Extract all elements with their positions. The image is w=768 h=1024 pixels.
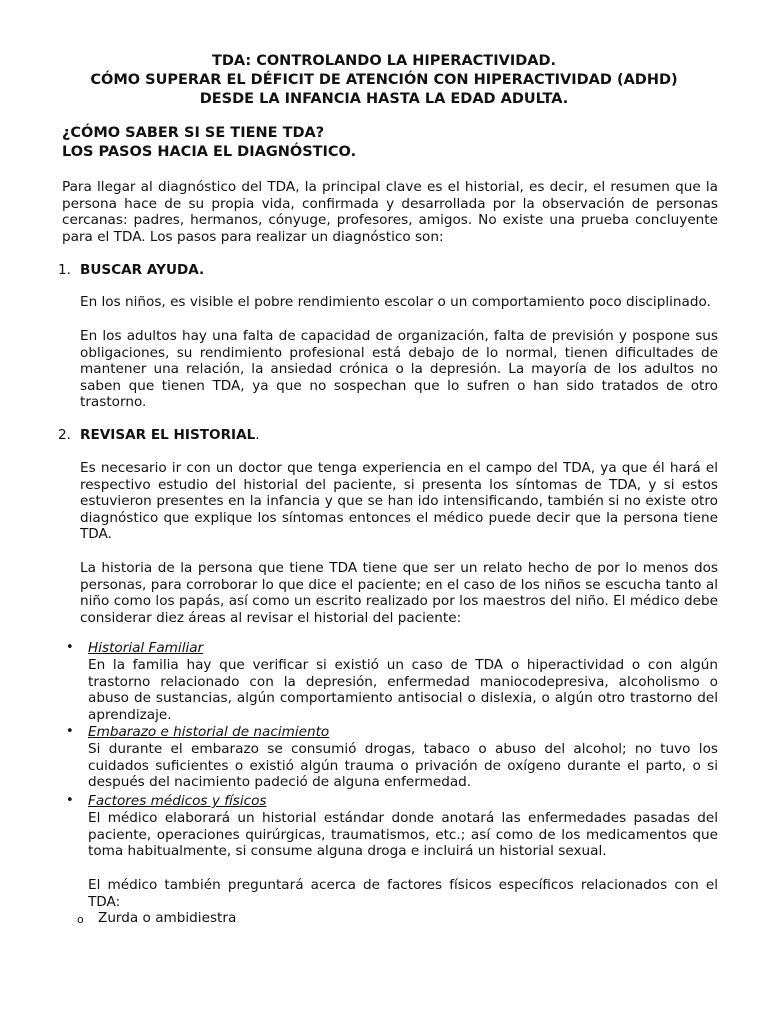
step-2-number: 2. [58, 427, 71, 443]
subtitle-line-1: ¿CÓMO SABER SI SE TIENE TDA? [62, 125, 325, 141]
title-line-1: TDA: CONTROLANDO LA HIPERACTIVIDAD. [211, 53, 557, 69]
document-title [0, 52, 768, 109]
subtitle-line-2: LOS PASOS HACIA EL DIAGNÓSTICO. [62, 144, 357, 160]
step-2-paragraph-1: Es necesario ir con un doctor que tenga experiencia en el campo del TDA, ya que él hará el respectivo estudio del historial del paciente, si presenta los síntomas de TDA, y si estos estuvieron presentes en la infancia y que se han ido intensificando, también si no existe otro diagnóstico que explique los síntomas entonces el médico puede decir que la persona tiene TDA. [80, 460, 718, 543]
step-1-heading-text: BUSCAR AYUDA. [80, 262, 205, 278]
bullet-1-symbol: • [66, 640, 74, 655]
bullet-3-text: El médico elaborará un historial estándar donde anotará las enfermedades pasadas del paciente, operaciones quirúrgicas, traumatismos, etc.; así como de los medicamentos que toma habitualmente, si consume alguna droga e incluirá un historial sexual. [88, 810, 718, 860]
bullet-1-label: Historial Familiar [88, 640, 204, 656]
bullet-2-text: Si durante el embarazo se consumió drogas, tabaco o abuso del alcohol; no tuvo los cuidados suficientes o existió algún trauma o privación de oxígeno durante el parto, o si después del nacimiento padeció de alguna enfermedad. [88, 741, 718, 791]
bullet-1-text: En la familia hay que verificar si existió un caso de TDA o hiperactividad o con algún trastorno relacionado con la depresión, enfermedad maniocodepresiva, alcoholismo o abuso de sustancias, algún comportamiento antisocial o dislexia, o algún otro trastorno del aprendizaje. [88, 657, 718, 723]
step-2-heading-text: REVISAR EL HISTORIAL [80, 427, 256, 443]
step-1-heading [80, 262, 204, 279]
step-1-number: 1. [58, 262, 71, 278]
step-2-heading [80, 427, 260, 444]
bullet-3-label: Factores médicos y físicos [88, 793, 267, 809]
step-1-paragraph-2: En los adultos hay una falta de capacidad de organización, falta de previsión y pospone sus obligaciones, su rendimiento profesional está debajo de lo normal, tienen dificultades de mantener una relación, la ansiedad crónica o la depresión. La mayoría de los adultos no saben que tienen TDA, ya que no sospechan que lo sufren o han sido tratados de otro trastorno. [80, 328, 718, 411]
intro-paragraph: Para llegar al diagnóstico del TDA, la principal clave es el historial, es decir, el resumen que la persona hace de su propia vida, confirmada y desarrollada por la observación de personas cercanas: padres, hermanos, cónyuge, profesores, amigos. No existe una prueba concluyente para el TDA. Los pasos para realizar un diagnóstico son: [62, 179, 718, 245]
bullet-3-symbol: • [66, 793, 74, 808]
bullet-3-text-2: El médico también preguntará acerca de factores físicos específicos relacionados con el TDA: [88, 877, 718, 910]
section-subtitle [62, 124, 356, 162]
bullet-2-symbol: • [66, 724, 74, 739]
sub-bullet-1-symbol: o [77, 913, 84, 926]
step-2-paragraph-2: La historia de la persona que tiene TDA tiene que ser un relato hecho de por lo menos dos personas, para corroborar lo que dice el paciente; en el caso de los niños se escucha tanto al niño como los papás, así como un escrito realizado por los maestros del niño. El médico debe considerar diez áreas al revisar el historial del paciente: [80, 560, 718, 626]
title-line-3: DESDE LA INFANCIA HASTA LA EDAD ADULTA. [199, 91, 569, 107]
title-line-2: CÓMO SUPERAR EL DÉFICIT DE ATENCIÓN CON HIPERACTIVIDAD (ADHD) [90, 72, 678, 88]
step-1-paragraph-1: En los niños, es visible el pobre rendimiento escolar o un comportamiento poco disciplinado. [80, 294, 711, 310]
sub-bullet-1-text: Zurda o ambidiestra [98, 910, 237, 926]
bullet-2-label: Embarazo e historial de nacimiento [88, 724, 330, 740]
step-2-heading-suffix: . [255, 427, 260, 443]
